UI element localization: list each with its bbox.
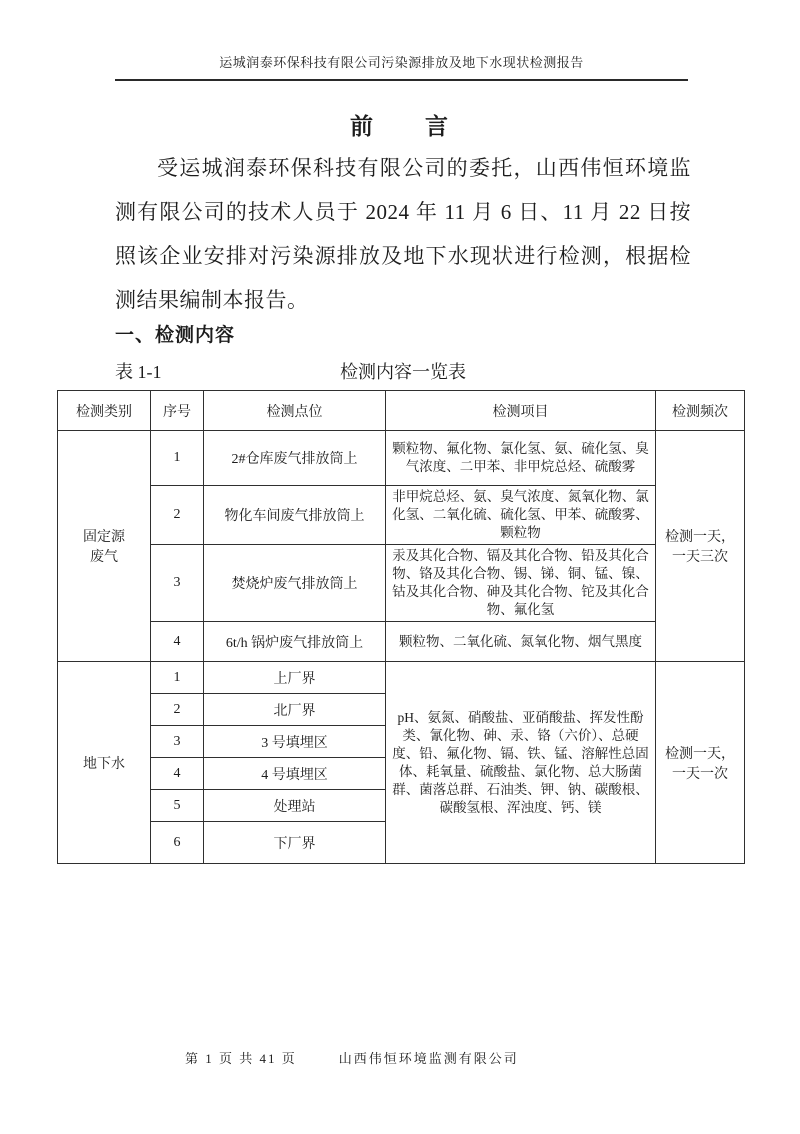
table-row	[58, 622, 745, 662]
row-number-cell: 3	[151, 545, 204, 622]
preface-title: 前 言	[350, 114, 450, 139]
page-footer	[185, 1048, 519, 1067]
page-number: 第 1 页 共 41 页	[185, 1051, 297, 1066]
items-cell: 颗粒物、氟化物、氯化氢、氨、硫化氢、臭气浓度、二甲苯、非甲烷总烃、硫酸雾	[386, 431, 656, 486]
frequency-line: 检测一天，	[665, 746, 735, 762]
table-row	[58, 431, 745, 486]
table-caption	[115, 358, 691, 384]
preface-paragraph: 受运城润泰环保科技有限公司的委托，山西伟恒环境监测有限公司的技术人员于 2024 年 11 月 6 日、11 月 22 日按照该企业安排对污染源排放及地下水现状进行检测，根据检测结果编制本报告。	[115, 156, 691, 312]
items-cell: 颗粒物、二氧化硫、氮氧化物、烟气黑度	[386, 622, 656, 662]
items-cell: 非甲烷总烃、氨、臭气浓度、氮氧化物、氯化氢、二氧化硫、硫化氢、甲苯、硫酸雾、颗粒物	[386, 486, 656, 545]
table-row	[58, 662, 745, 694]
items-cell: 汞及其化合物、镉及其化合物、铅及其化合物、铬及其化合物、锡、锑、铜、锰、镍、钴及其化合物、砷及其化合物、铊及其化合物、氟化氢	[386, 545, 656, 622]
row-number-cell: 6	[151, 822, 204, 864]
row-number-cell: 5	[151, 790, 204, 822]
category-line: 废气	[90, 550, 118, 565]
row-number-cell: 4	[151, 622, 204, 662]
point-cell: 3 号填埋区	[204, 726, 386, 758]
point-cell: 物化车间废气排放筒上	[204, 486, 386, 545]
point-cell: 4 号填埋区	[204, 758, 386, 790]
frequency-line: 一天三次	[672, 550, 728, 565]
frequency-cell-waste-gas	[656, 431, 745, 662]
row-number-cell: 2	[151, 486, 204, 545]
row-number-cell: 4	[151, 758, 204, 790]
point-cell: 焚烧炉废气排放筒上	[204, 545, 386, 622]
point-cell: 北厂界	[204, 694, 386, 726]
row-number-cell: 3	[151, 726, 204, 758]
monitoring-content-table	[57, 390, 745, 864]
header-title: 运城润泰环保科技有限公司污染源排放及地下水现状检测报告	[219, 55, 584, 70]
point-cell: 6t/h 锅炉废气排放筒上	[204, 622, 386, 662]
col-header-point: 检测点位	[204, 391, 386, 431]
point-cell: 上厂界	[204, 662, 386, 694]
table-title: 检测内容一览表	[340, 362, 466, 382]
page-header	[115, 52, 688, 81]
col-header-category: 检测类别	[58, 391, 151, 431]
col-header-number: 序号	[151, 391, 204, 431]
frequency-cell-groundwater	[656, 662, 745, 864]
footer-company: 山西伟恒环境监测有限公司	[338, 1051, 519, 1066]
frequency-line: 一天一次	[672, 766, 728, 782]
category-line: 地下水	[83, 756, 125, 772]
section-heading: 一、检测内容	[115, 325, 236, 346]
category-line: 固定源	[83, 530, 125, 545]
point-cell: 2#仓库废气排放筒上	[204, 431, 386, 486]
table-row	[58, 486, 745, 545]
table-row	[58, 545, 745, 622]
point-cell: 处理站	[204, 790, 386, 822]
col-header-items: 检测项目	[386, 391, 656, 431]
items-cell-groundwater: pH、氨氮、硝酸盐、亚硝酸盐、挥发性酚类、氰化物、砷、汞、铬（六价）、总硬度、铅、氟化物、镉、铁、锰、溶解性总固体、耗氧量、硫酸盐、氯化物、总大肠菌群、菌落总群、石油类、钾、钠、碳酸根、碳酸氢根、浑浊度、钙、镁	[386, 662, 656, 864]
category-cell-groundwater	[58, 662, 151, 864]
row-number-cell: 1	[151, 431, 204, 486]
row-number-cell: 1	[151, 662, 204, 694]
point-cell: 下厂界	[204, 822, 386, 864]
table-header-row	[58, 391, 745, 431]
col-header-frequency: 检测频次	[656, 391, 745, 431]
frequency-line: 检测一天，	[665, 530, 735, 545]
row-number-cell: 2	[151, 694, 204, 726]
category-cell-waste-gas	[58, 431, 151, 662]
table-label: 表 1-1	[115, 362, 162, 382]
